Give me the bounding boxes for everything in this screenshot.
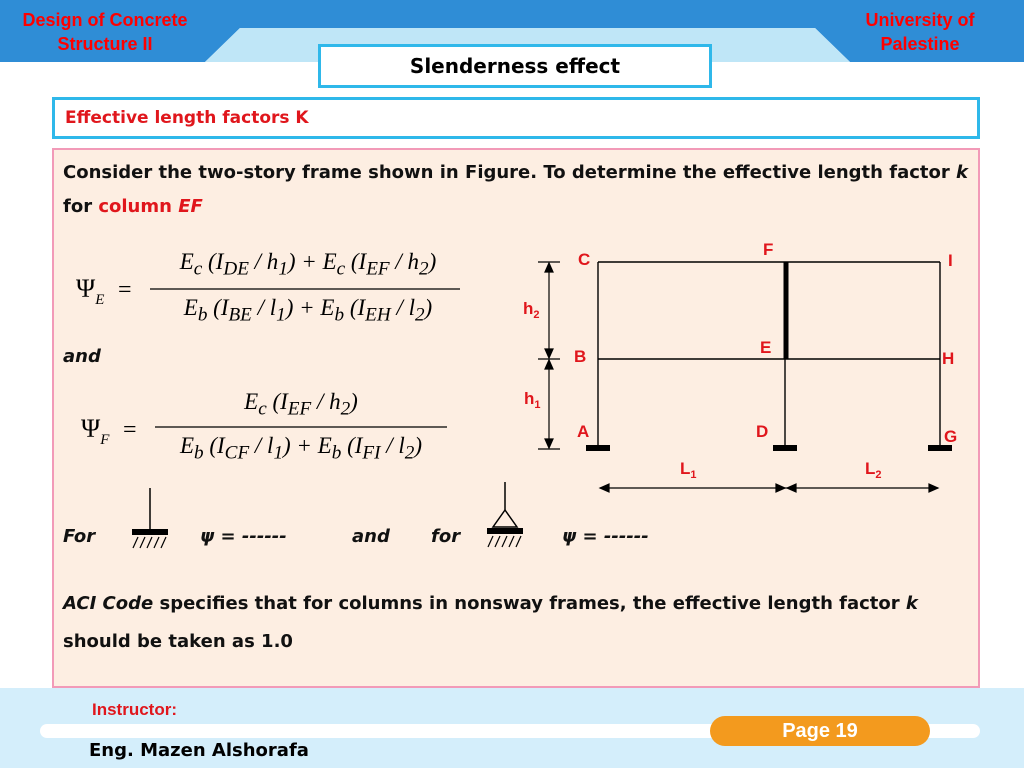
course-title-line-2: Structure II	[57, 34, 153, 54]
psi-pinned-value: ψ = ------	[562, 526, 649, 547]
label-h2: $h_2$	[523, 299, 540, 321]
fixed-supports	[586, 445, 952, 451]
two-story-frame-figure	[520, 232, 970, 500]
university-name	[835, 8, 1005, 56]
label-h1: $h_1$	[524, 389, 541, 411]
label-a: A	[577, 422, 590, 441]
university-line-2: Palestine	[880, 34, 960, 54]
psi-e-equals: =	[118, 277, 132, 303]
psi-f-equals: =	[123, 417, 137, 443]
label-c: C	[578, 250, 591, 269]
height-dimension	[538, 262, 560, 449]
intro-for: for	[63, 196, 99, 217]
support-a	[586, 445, 610, 451]
instructor-name: Eng. Mazen Alshorafa	[89, 740, 309, 761]
label-g: G	[944, 427, 958, 446]
page-number-text: Page 19	[782, 719, 858, 742]
and-word: and	[63, 346, 101, 367]
slide-title	[318, 44, 712, 88]
slide-title-text: Slenderness effect	[409, 54, 621, 78]
aci-text-2: should be taken as 1.0	[63, 631, 293, 652]
intro-paragraph	[63, 156, 968, 224]
psi-fixed-value: ψ = ------	[200, 526, 287, 547]
psi-e-formula	[70, 245, 470, 337]
psi-f-denominator: $E_b$ $(I_{CF} / l_1) + E_b$ $(I_{FI} / l_2)$	[179, 433, 423, 464]
frame-labels	[523, 240, 957, 481]
support-d	[773, 445, 797, 451]
length-dimension	[600, 484, 938, 492]
instructor-label: Instructor:	[92, 700, 177, 719]
label-d: D	[756, 422, 769, 441]
aci-code-name: ACI Code	[63, 593, 154, 614]
for-label-2: for	[431, 526, 461, 547]
aci-paragraph	[63, 585, 968, 661]
psi-f-symbol: $\Psi_F$	[81, 414, 110, 448]
label-b: B	[574, 347, 587, 366]
label-h: H	[942, 349, 955, 368]
intro-text: Consider the two-story frame shown in Figure. To determine the effective length factor	[63, 162, 957, 183]
aci-k: k	[905, 593, 918, 614]
label-f: F	[763, 240, 774, 259]
for-label-1: For	[63, 526, 96, 547]
intro-k: k	[956, 162, 968, 183]
psi-e-numerator: $E_c$ $(I_{DE} / h_1) + E_c$ $(I_{EF} / h_2)$	[179, 249, 437, 280]
pinned-support-icon	[483, 480, 527, 552]
course-title	[0, 8, 210, 56]
section-title	[52, 97, 980, 139]
page-number-badge	[710, 716, 930, 746]
aci-text-1: specifies that for columns in nonsway frames, the effective length factor	[153, 593, 906, 614]
psi-e-symbol: $\Psi_E$	[76, 274, 105, 308]
and-label: and	[352, 526, 390, 547]
intro-column-name: EF	[178, 196, 203, 217]
label-l1: $L_1$	[680, 459, 697, 481]
label-e: E	[760, 338, 772, 357]
fixed-support-icon	[128, 486, 172, 552]
label-l2: $L_2$	[865, 459, 882, 481]
section-title-text: Effective length factors K	[65, 108, 309, 128]
label-i: I	[948, 251, 953, 270]
psi-f-numerator: $E_c$ $(I_{EF} / h_2)$	[244, 389, 358, 420]
course-title-line-1: Design of Concrete	[22, 10, 188, 30]
university-line-1: University of	[865, 10, 975, 30]
psi-e-denominator: $E_b$ $(I_{BE} / l_1) + E_b$ $(I_{EH} / l_2)$	[183, 295, 433, 326]
psi-f-formula	[75, 387, 465, 477]
intro-column-word: column	[98, 196, 179, 217]
